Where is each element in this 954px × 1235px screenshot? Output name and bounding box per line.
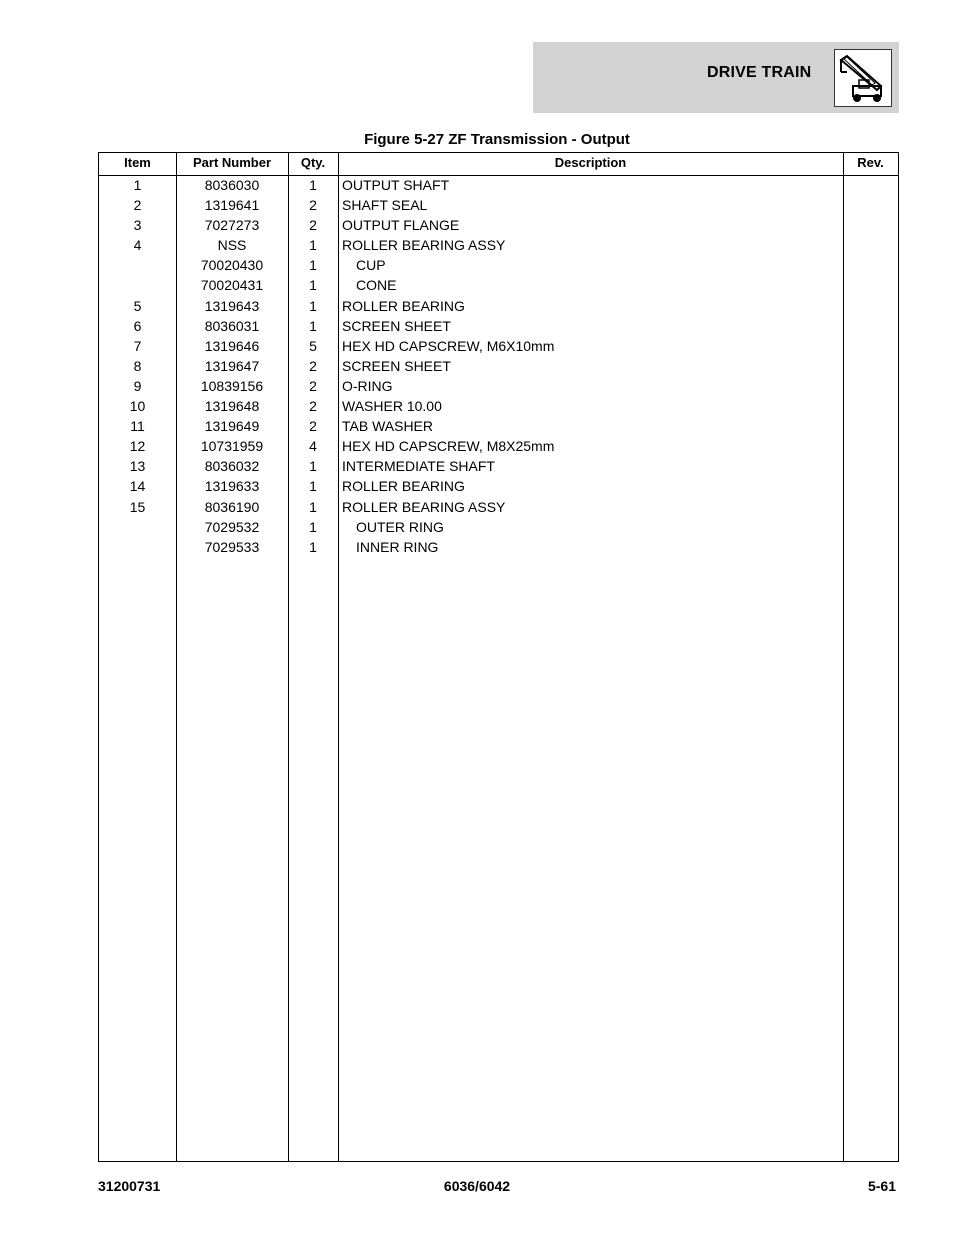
- item-cell: 8: [133, 357, 142, 374]
- table-row: [99, 198, 898, 218]
- table-row: [99, 479, 898, 499]
- model-number: 6036/6042: [443, 1178, 511, 1194]
- table-row: [99, 540, 898, 560]
- qty-cell: 4: [309, 438, 317, 455]
- table-row: [99, 520, 898, 540]
- header-divider: [99, 175, 898, 176]
- table-row: [99, 339, 898, 359]
- page-number: 5-61: [867, 1178, 896, 1194]
- part-number-cell: NSS: [217, 237, 247, 254]
- qty-cell: 2: [309, 398, 317, 415]
- item-cell: 1: [133, 177, 142, 193]
- description-cell: OUTER RING: [356, 518, 444, 535]
- item-cell: 4: [133, 237, 142, 254]
- description-cell: CONE: [356, 277, 397, 294]
- description-cell: HEX HD CAPSCREW, M8X25mm: [342, 438, 555, 455]
- qty-cell: 1: [309, 317, 317, 334]
- table-body: [99, 178, 898, 560]
- table-row: [99, 238, 898, 258]
- table-row: [99, 459, 898, 479]
- column-header-item: Item: [124, 155, 151, 170]
- description-cell: HEX HD CAPSCREW, M6X10mm: [342, 337, 555, 354]
- description-cell: ROLLER BEARING ASSY: [342, 498, 506, 515]
- qty-cell: 2: [309, 357, 317, 374]
- qty-cell: 1: [309, 518, 317, 535]
- table-row: [99, 439, 898, 459]
- table-row: [99, 178, 898, 198]
- table-row: [99, 278, 898, 298]
- telehandler-icon: [834, 49, 892, 107]
- item-cell: 14: [129, 478, 146, 495]
- doc-number: 31200731: [98, 1178, 161, 1194]
- table-row: [99, 399, 898, 419]
- item-cell: 12: [129, 438, 146, 455]
- part-number-cell: 8036030: [204, 177, 260, 193]
- section-title: DRIVE TRAIN: [707, 64, 812, 81]
- description-cell: INNER RING: [356, 538, 439, 555]
- table-row: [99, 319, 898, 339]
- qty-cell: 1: [309, 277, 317, 294]
- qty-cell: 1: [309, 538, 317, 555]
- description-cell: SCREEN SHEET: [342, 317, 451, 334]
- item-cell: 7: [133, 337, 142, 354]
- table-row: [99, 258, 898, 278]
- qty-cell: 5: [309, 337, 317, 354]
- item-cell: 13: [129, 458, 146, 475]
- item-cell: 15: [129, 498, 146, 515]
- part-number-cell: 10839156: [200, 377, 264, 394]
- figure-title: Figure 5-27 ZF Transmission - Output: [364, 131, 630, 148]
- item-cell: 2: [133, 197, 142, 214]
- item-cell: 6: [133, 317, 142, 334]
- qty-cell: 2: [309, 377, 317, 394]
- part-number-cell: 8036190: [204, 498, 260, 515]
- column-header-rev: Rev.: [857, 155, 884, 170]
- item-cell: 3: [133, 217, 142, 234]
- description-cell: TAB WASHER: [342, 418, 434, 435]
- part-number-cell: 7029533: [204, 538, 260, 555]
- qty-cell: 1: [309, 458, 317, 475]
- description-cell: SCREEN SHEET: [342, 357, 451, 374]
- table-row: [99, 218, 898, 238]
- description-cell: ROLLER BEARING: [342, 297, 465, 314]
- description-cell: ROLLER BEARING ASSY: [342, 237, 506, 254]
- part-number-cell: 10731959: [200, 438, 264, 455]
- description-cell: SHAFT SEAL: [342, 197, 428, 214]
- qty-cell: 1: [309, 237, 317, 254]
- description-cell: OUTPUT SHAFT: [342, 177, 450, 193]
- table-row: [99, 359, 898, 379]
- description-cell: OUTPUT FLANGE: [342, 217, 460, 234]
- qty-cell: 1: [309, 297, 317, 314]
- part-number-cell: 8036032: [204, 458, 260, 475]
- part-number-cell: 7027273: [204, 217, 260, 234]
- part-number-cell: 8036031: [204, 317, 260, 334]
- column-header-part-number: Part Number: [192, 155, 272, 170]
- part-number-cell: 1319649: [204, 418, 260, 435]
- qty-cell: 2: [309, 197, 317, 214]
- qty-cell: 1: [309, 498, 317, 515]
- item-cell: 9: [133, 377, 142, 394]
- qty-cell: 2: [309, 217, 317, 234]
- part-number-cell: 1319641: [204, 197, 260, 214]
- item-cell: 10: [129, 398, 146, 415]
- qty-cell: 1: [309, 177, 317, 193]
- description-cell: WASHER 10.00: [342, 398, 442, 415]
- part-number-cell: 70020430: [200, 257, 264, 274]
- part-number-cell: 1319633: [204, 478, 260, 495]
- part-number-cell: 1319646: [204, 337, 260, 354]
- description-cell: INTERMEDIATE SHAFT: [342, 458, 495, 475]
- item-cell: 11: [130, 418, 145, 435]
- qty-cell: 1: [309, 257, 317, 274]
- table-row: [99, 500, 898, 520]
- description-cell: ROLLER BEARING: [342, 478, 465, 495]
- part-number-cell: 1319643: [204, 297, 260, 314]
- column-header-qty: Qty.: [300, 155, 326, 170]
- table-row: [99, 299, 898, 319]
- part-number-cell: 7029532: [204, 518, 260, 535]
- qty-cell: 1: [309, 478, 317, 495]
- column-header-description: Description: [554, 155, 627, 170]
- description-cell: CUP: [356, 257, 386, 274]
- part-number-cell: 1319648: [204, 398, 260, 415]
- table-row: [99, 419, 898, 439]
- qty-cell: 2: [309, 418, 317, 435]
- table-row: [99, 379, 898, 399]
- description-cell: O-RING: [342, 377, 393, 394]
- part-number-cell: 70020431: [200, 277, 264, 294]
- part-number-cell: 1319647: [204, 357, 260, 374]
- parts-table: [98, 152, 899, 1162]
- item-cell: 5: [133, 297, 142, 314]
